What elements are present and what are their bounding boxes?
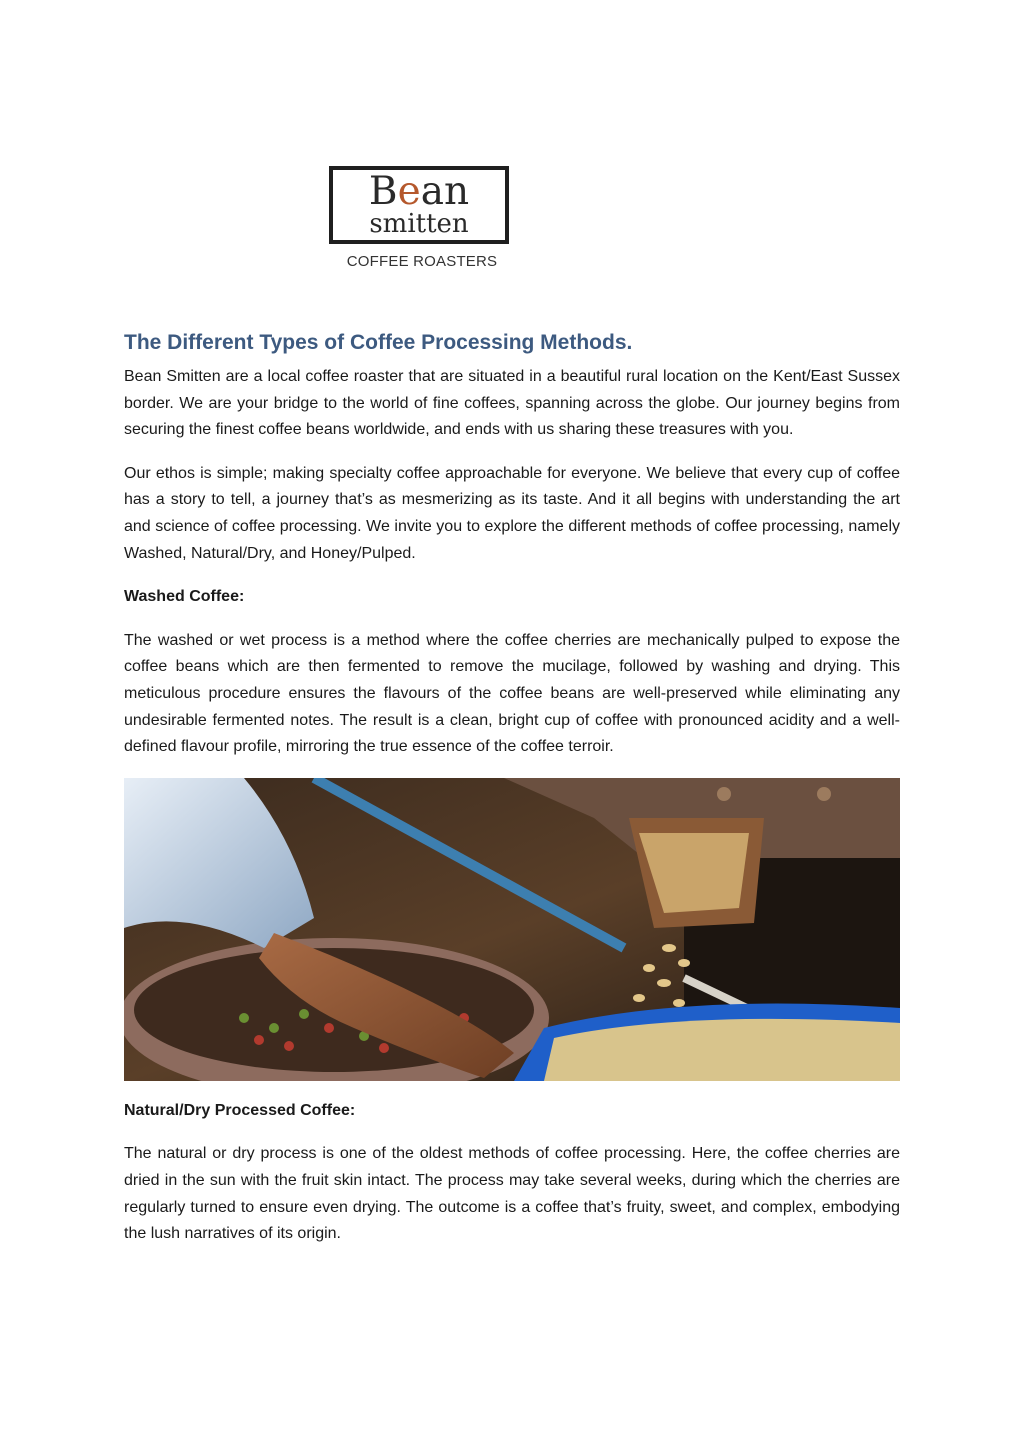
intro-paragraph: Bean Smitten are a local coffee roaster that are situated in a beautiful rural location on the Kent/East Sussex border. We are your bridge to the world of fine coffees, spanning across the globe. Our journey begins from securing the finest coffee beans worldwide, and ends with us sharing these treasures with you. [124, 368, 900, 439]
section-body-washed: The washed or wet process is a method where the coffee cherries are mechanically pulped to expose the coffee beans which are then fermented to remove the mucilage, followed by washing and drying. This meticulous procedure ensures the flavours of the coffee beans are well-preserved while eliminating any undesirable fermented notes. The result is a clean, bright cup of coffee with pronounced acidity and a well-defined flavour profile, mirroring the true essence of the coffee terroir. [124, 631, 900, 756]
logo-tagline: COFFEE ROASTERS [346, 253, 498, 270]
logo-wordmark-smitten: smitten [369, 209, 469, 239]
section-heading-washed: Washed Coffee: [124, 588, 245, 606]
bean-smitten-logo [322, 164, 522, 274]
coffee-processing-photo-illustration [124, 778, 900, 1081]
logo-frame [329, 166, 509, 244]
article-title: The Different Types of Coffee Processing Methods. [124, 331, 633, 354]
section-heading-natural: Natural/Dry Processed Coffee: [124, 1101, 356, 1119]
section-body-natural: The natural or dry process is one of the oldest methods of coffee processing. Here, the coffee cherries are dried in the sun with the fruit skin intact. The process may take several weeks, during which the cherries are regularly turned to ensure even drying. The outcome is a coffee that’s fruity, sweet, and complex, embodying the lush narratives of its origin. [124, 1145, 900, 1243]
article-body [124, 328, 900, 1265]
logo-wordmark-bean: Bean [368, 169, 470, 214]
intro-paragraph: Our ethos is simple; making specialty coffee approachable for everyone. We believe that every cup of coffee has a story to tell, a journey that’s as mesmerizing as its taste. And it all begins with understanding the art and science of coffee processing. We invite you to explore the different methods of coffee processing, namely Washed, Natural/Dry, and Honey/Pulped. [124, 464, 900, 562]
coffee-processing-photo [124, 778, 900, 1081]
